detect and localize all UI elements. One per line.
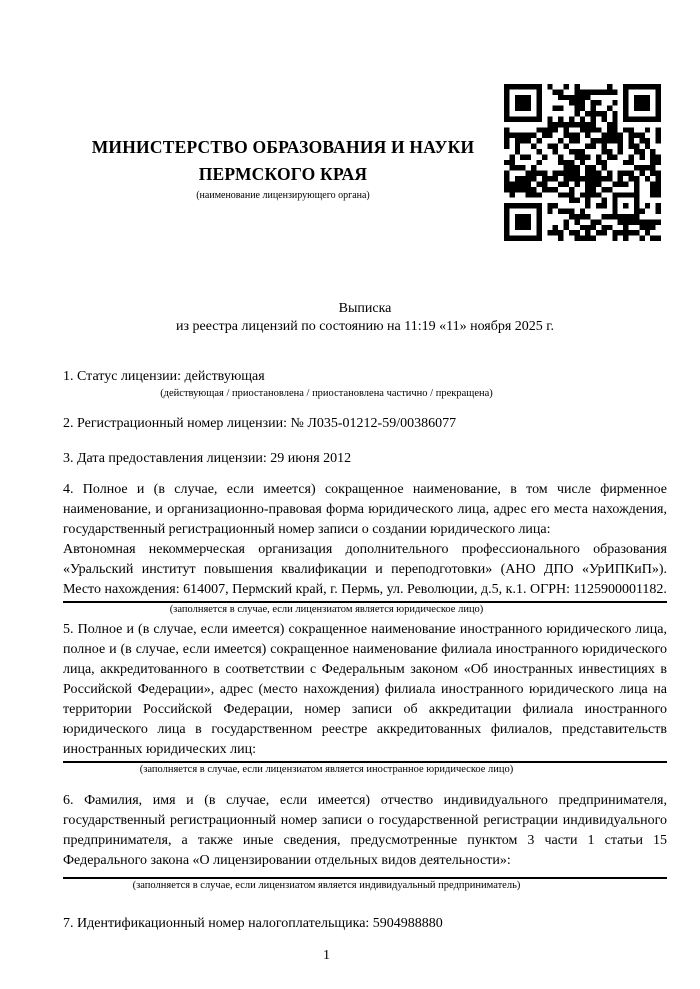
grant-date-text: 3. Дата предоставления лицензии: 29 июня 2012 xyxy=(63,451,352,466)
item-legal-entity xyxy=(63,480,667,616)
foreign-entity-hint: (заполняется в случае, если лицензиатом является иностранное юридическое лицо) xyxy=(139,764,514,775)
item-registration-number xyxy=(63,414,667,434)
taxpayer-number-text: 7. Идентификационный номер налогоплательщика: 5904988880 xyxy=(63,916,443,931)
registration-number-text: 2. Регистрационный номер лицензии: № Л035-01212-59/00386077 xyxy=(63,416,457,431)
entrepreneur-label: 6. Фамилия, имя и (в случае, если имеется) отчество индивидуального предпринимателя, государственный регистрационный номер записи о государственной регистрации индивидуального предпринимателя, а также иные сведения, предусмотренные пунктом 3 части 1 статьи 15 Федерального закона «О лицензировании отдельных видов деятельности»: xyxy=(63,793,667,868)
item-grant-date xyxy=(63,449,667,469)
item-taxpayer-number xyxy=(63,914,667,934)
item-foreign-entity xyxy=(63,620,667,776)
item-entrepreneur xyxy=(63,791,667,892)
legal-entity-label: 4. Полное и (в случае, если имеется) сокращенное наименование, в том числе фирменное наименование, и организационно-правовая форма юридического лица, адрес его места нахождения, государственный регистрационный номер записи о создании юридического лица: xyxy=(63,482,667,537)
document-title xyxy=(63,300,667,335)
qr-code-icon xyxy=(504,84,661,241)
legal-entity-hint: (заполняется в случае, если лицензиатом является юридическое лицо) xyxy=(169,604,484,615)
document-header xyxy=(63,84,667,241)
page-number: 1 xyxy=(323,948,330,963)
license-status-hint: (действующая / приостановлена / приостановлена частично / прекращена) xyxy=(160,388,493,399)
license-status-text: 1. Статус лицензии: действующая xyxy=(63,369,265,384)
item-license-status xyxy=(63,367,667,400)
entrepreneur-hint: (заполняется в случае, если лицензиатом является индивидуальный предприниматель) xyxy=(132,880,521,891)
document-title-line1: Выписка xyxy=(338,301,392,316)
legal-entity-value: Автономная некоммерческая организация дополнительного профессионального образования «Уральский институт повышения квалификации и переподготовки» (АНО ДПО «УрИПКиП»). Место нахождения: 614007, Пермский край, г. Пермь, ул. Революции, д.5, к.1. ОГРН: 1125900001182. xyxy=(63,542,667,597)
document-body xyxy=(63,367,667,934)
ministry-name-line2: ПЕРМСКОГО КРАЯ xyxy=(198,164,368,184)
ministry-caption: (наименование лицензирующего органа) xyxy=(196,190,370,201)
ministry-name-line1: МИНИСТЕРСТВО ОБРАЗОВАНИЯ И НАУКИ xyxy=(91,137,475,157)
ministry-name xyxy=(63,134,503,188)
licensing-authority-block xyxy=(63,84,503,202)
document-title-line2: из реестра лицензий по состоянию на 11:19 «11» ноября 2025 г. xyxy=(176,318,554,334)
foreign-entity-label: 5. Полное и (в случае, если имеется) сокращенное наименование иностранного юридического лица, полное и (в случае, если имеется) сокращенное наименование филиала иностранного юридического лица, аккредитованного в соответствии с Федеральным законом «Об иностранных инвестициях в Российской Федерации», адрес (место нахождения) филиала иностранного юридического лица на территории Российской Федерации, номер записи об аккредитации филиала иностранного юридического лица в государственном реестре аккредитованных филиалов, представительств иностранных юридических лиц: xyxy=(63,622,667,757)
